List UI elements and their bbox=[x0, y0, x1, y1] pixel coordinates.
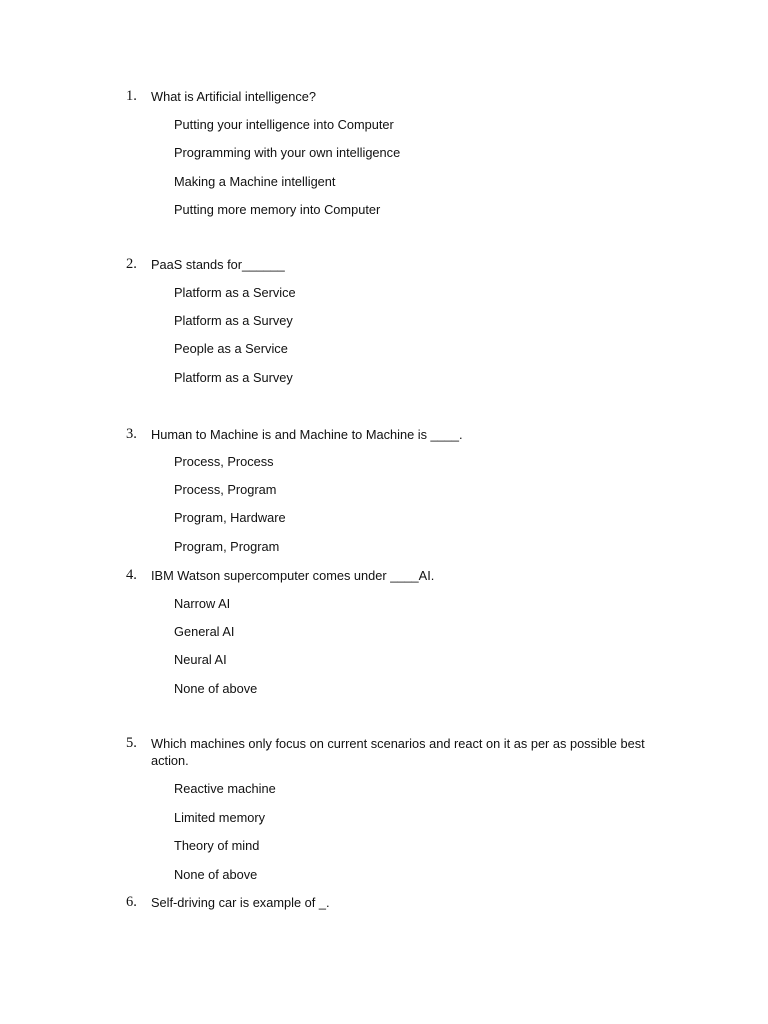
answer-option: Program, Program bbox=[174, 539, 280, 554]
answer-option: Making a Machine intelligent bbox=[174, 174, 336, 189]
answer-option: Reactive machine bbox=[174, 781, 276, 796]
answer-option: Process, Process bbox=[174, 454, 274, 469]
answer-option: Putting your intelligence into Computer bbox=[174, 117, 394, 132]
question-text: Self-driving car is example of _. bbox=[151, 895, 330, 910]
answer-option: Platform as a Service bbox=[174, 285, 296, 300]
question-text: Human to Machine is and Machine to Machine is ____. bbox=[151, 427, 463, 442]
question-number: 4. bbox=[126, 567, 137, 583]
question-number: 6. bbox=[126, 894, 137, 910]
answer-option: Theory of mind bbox=[174, 838, 260, 853]
question-text: Which machines only focus on current scenarios and react on it as per as possible best action. bbox=[151, 736, 645, 768]
answer-option: None of above bbox=[174, 867, 258, 882]
answer-option: Limited memory bbox=[174, 810, 266, 825]
answer-option: None of above bbox=[174, 681, 258, 696]
answer-option: Process, Program bbox=[174, 482, 277, 497]
question-number: 2. bbox=[126, 256, 137, 272]
answer-option: People as a Service bbox=[174, 341, 288, 356]
answer-option: Neural AI bbox=[174, 652, 227, 667]
question-text: IBM Watson supercomputer comes under ____AI. bbox=[151, 568, 435, 583]
answer-option: Narrow AI bbox=[174, 596, 231, 611]
question-number: 5. bbox=[126, 735, 137, 751]
answer-option: General AI bbox=[174, 624, 235, 639]
answer-option: Program, Hardware bbox=[174, 510, 286, 525]
question-text: PaaS stands for______ bbox=[151, 257, 285, 272]
answer-option: Programming with your own intelligence bbox=[174, 145, 401, 160]
question-text: What is Artificial intelligence? bbox=[151, 89, 317, 104]
answer-option: Putting more memory into Computer bbox=[174, 202, 381, 217]
answer-option: Platform as a Survey bbox=[174, 313, 293, 328]
question-number: 3. bbox=[126, 426, 137, 442]
answer-option: Platform as a Survey bbox=[174, 370, 293, 385]
question-number: 1. bbox=[126, 88, 137, 104]
